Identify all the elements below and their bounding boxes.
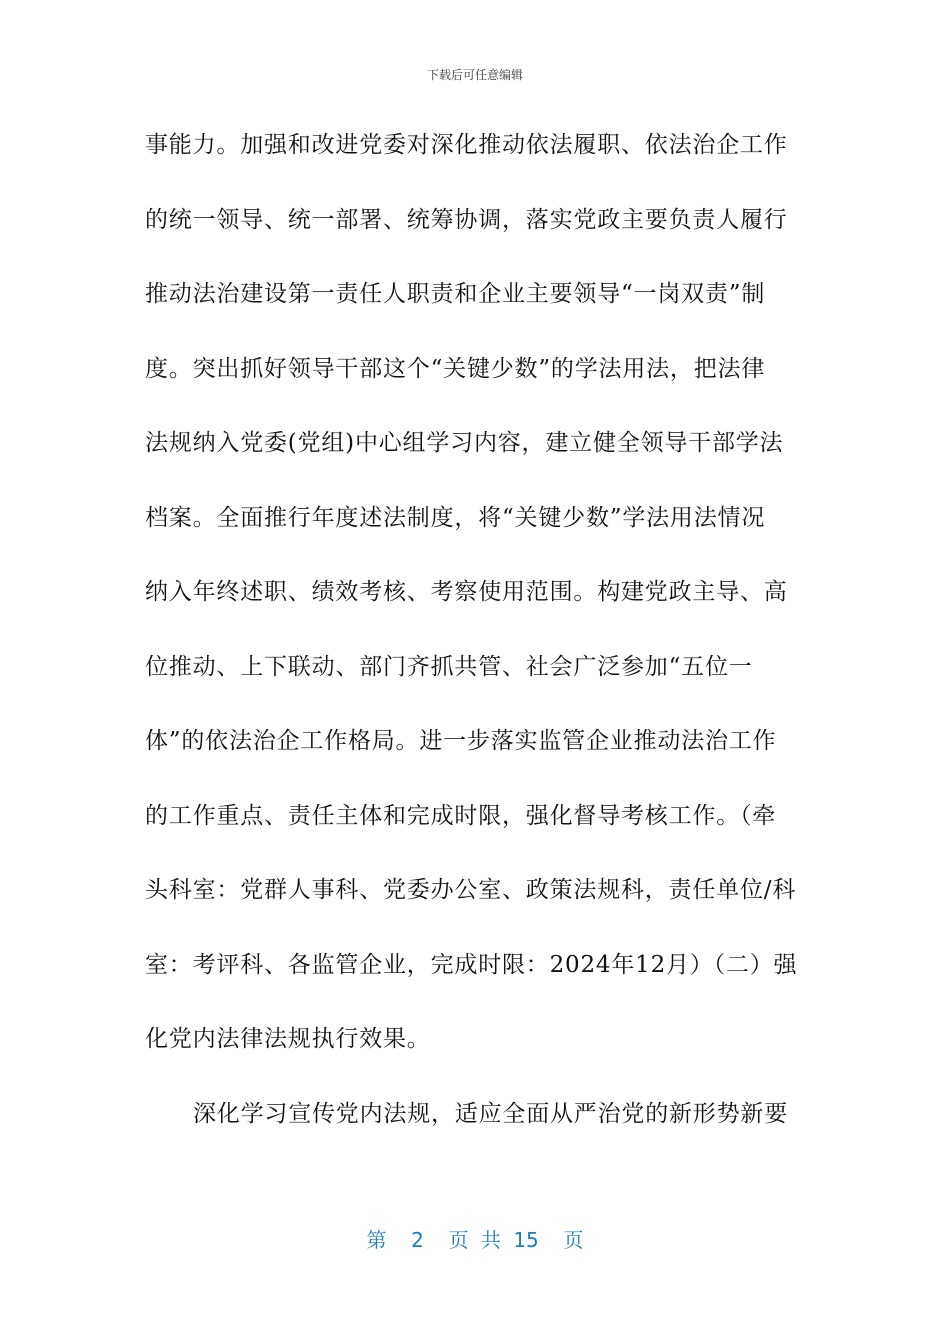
text-line: 体”的依法治企工作格局。进一步落实监管企业推动法治工作 bbox=[145, 728, 777, 754]
text-line: 事能力。加强和改进党委对深化推动依法履职、依法治企工作 bbox=[145, 132, 788, 158]
text-line: 法规纳入党委(党组)中心组学习内容，建立健全领导干部学法 bbox=[145, 430, 784, 456]
text-line: 度。突出抓好领导干部这个“关键少数”的学法用法，把法律 bbox=[145, 355, 766, 382]
header-note: 下载后可任意编辑 bbox=[426, 68, 523, 82]
document-body bbox=[145, 120, 825, 1163]
text-line: 的工作重点、责任主体和完成时限，强化督导考核工作。（牵 bbox=[145, 802, 777, 829]
text-line: 位推动、上下联动、部门齐抓共管、社会广泛参加“五位一 bbox=[145, 653, 753, 680]
text-line: 的统一领导、统一部署、统筹协调，落实党政主要负责人履行 bbox=[145, 206, 788, 233]
text-line: 头科室：党群人事科、党委办公室、政策法规科，责任单位/科 bbox=[145, 877, 797, 903]
page-number-footer: 第 2 页 共 15 页 bbox=[366, 1228, 584, 1252]
text-line: 化党内法律法规执行效果。 bbox=[145, 1026, 431, 1052]
text-line: 档案。全面推行年度述法制度，将“关键少数”学法用法情况 bbox=[145, 504, 766, 531]
text-line: 推动法治建设第一责任人职责和企业主要领导“一岗双责”制 bbox=[145, 281, 766, 307]
paragraph-start-line: 深化学习宣传党内法规，适应全面从严治党的新形势新要 bbox=[193, 1100, 788, 1127]
text-line: 室：考评科、各监管企业，完成时限：2024年12月）（二）强 bbox=[145, 951, 798, 978]
text-line: 纳入年终述职、绩效考核、考察使用范围。构建党政主导、高 bbox=[145, 579, 788, 605]
